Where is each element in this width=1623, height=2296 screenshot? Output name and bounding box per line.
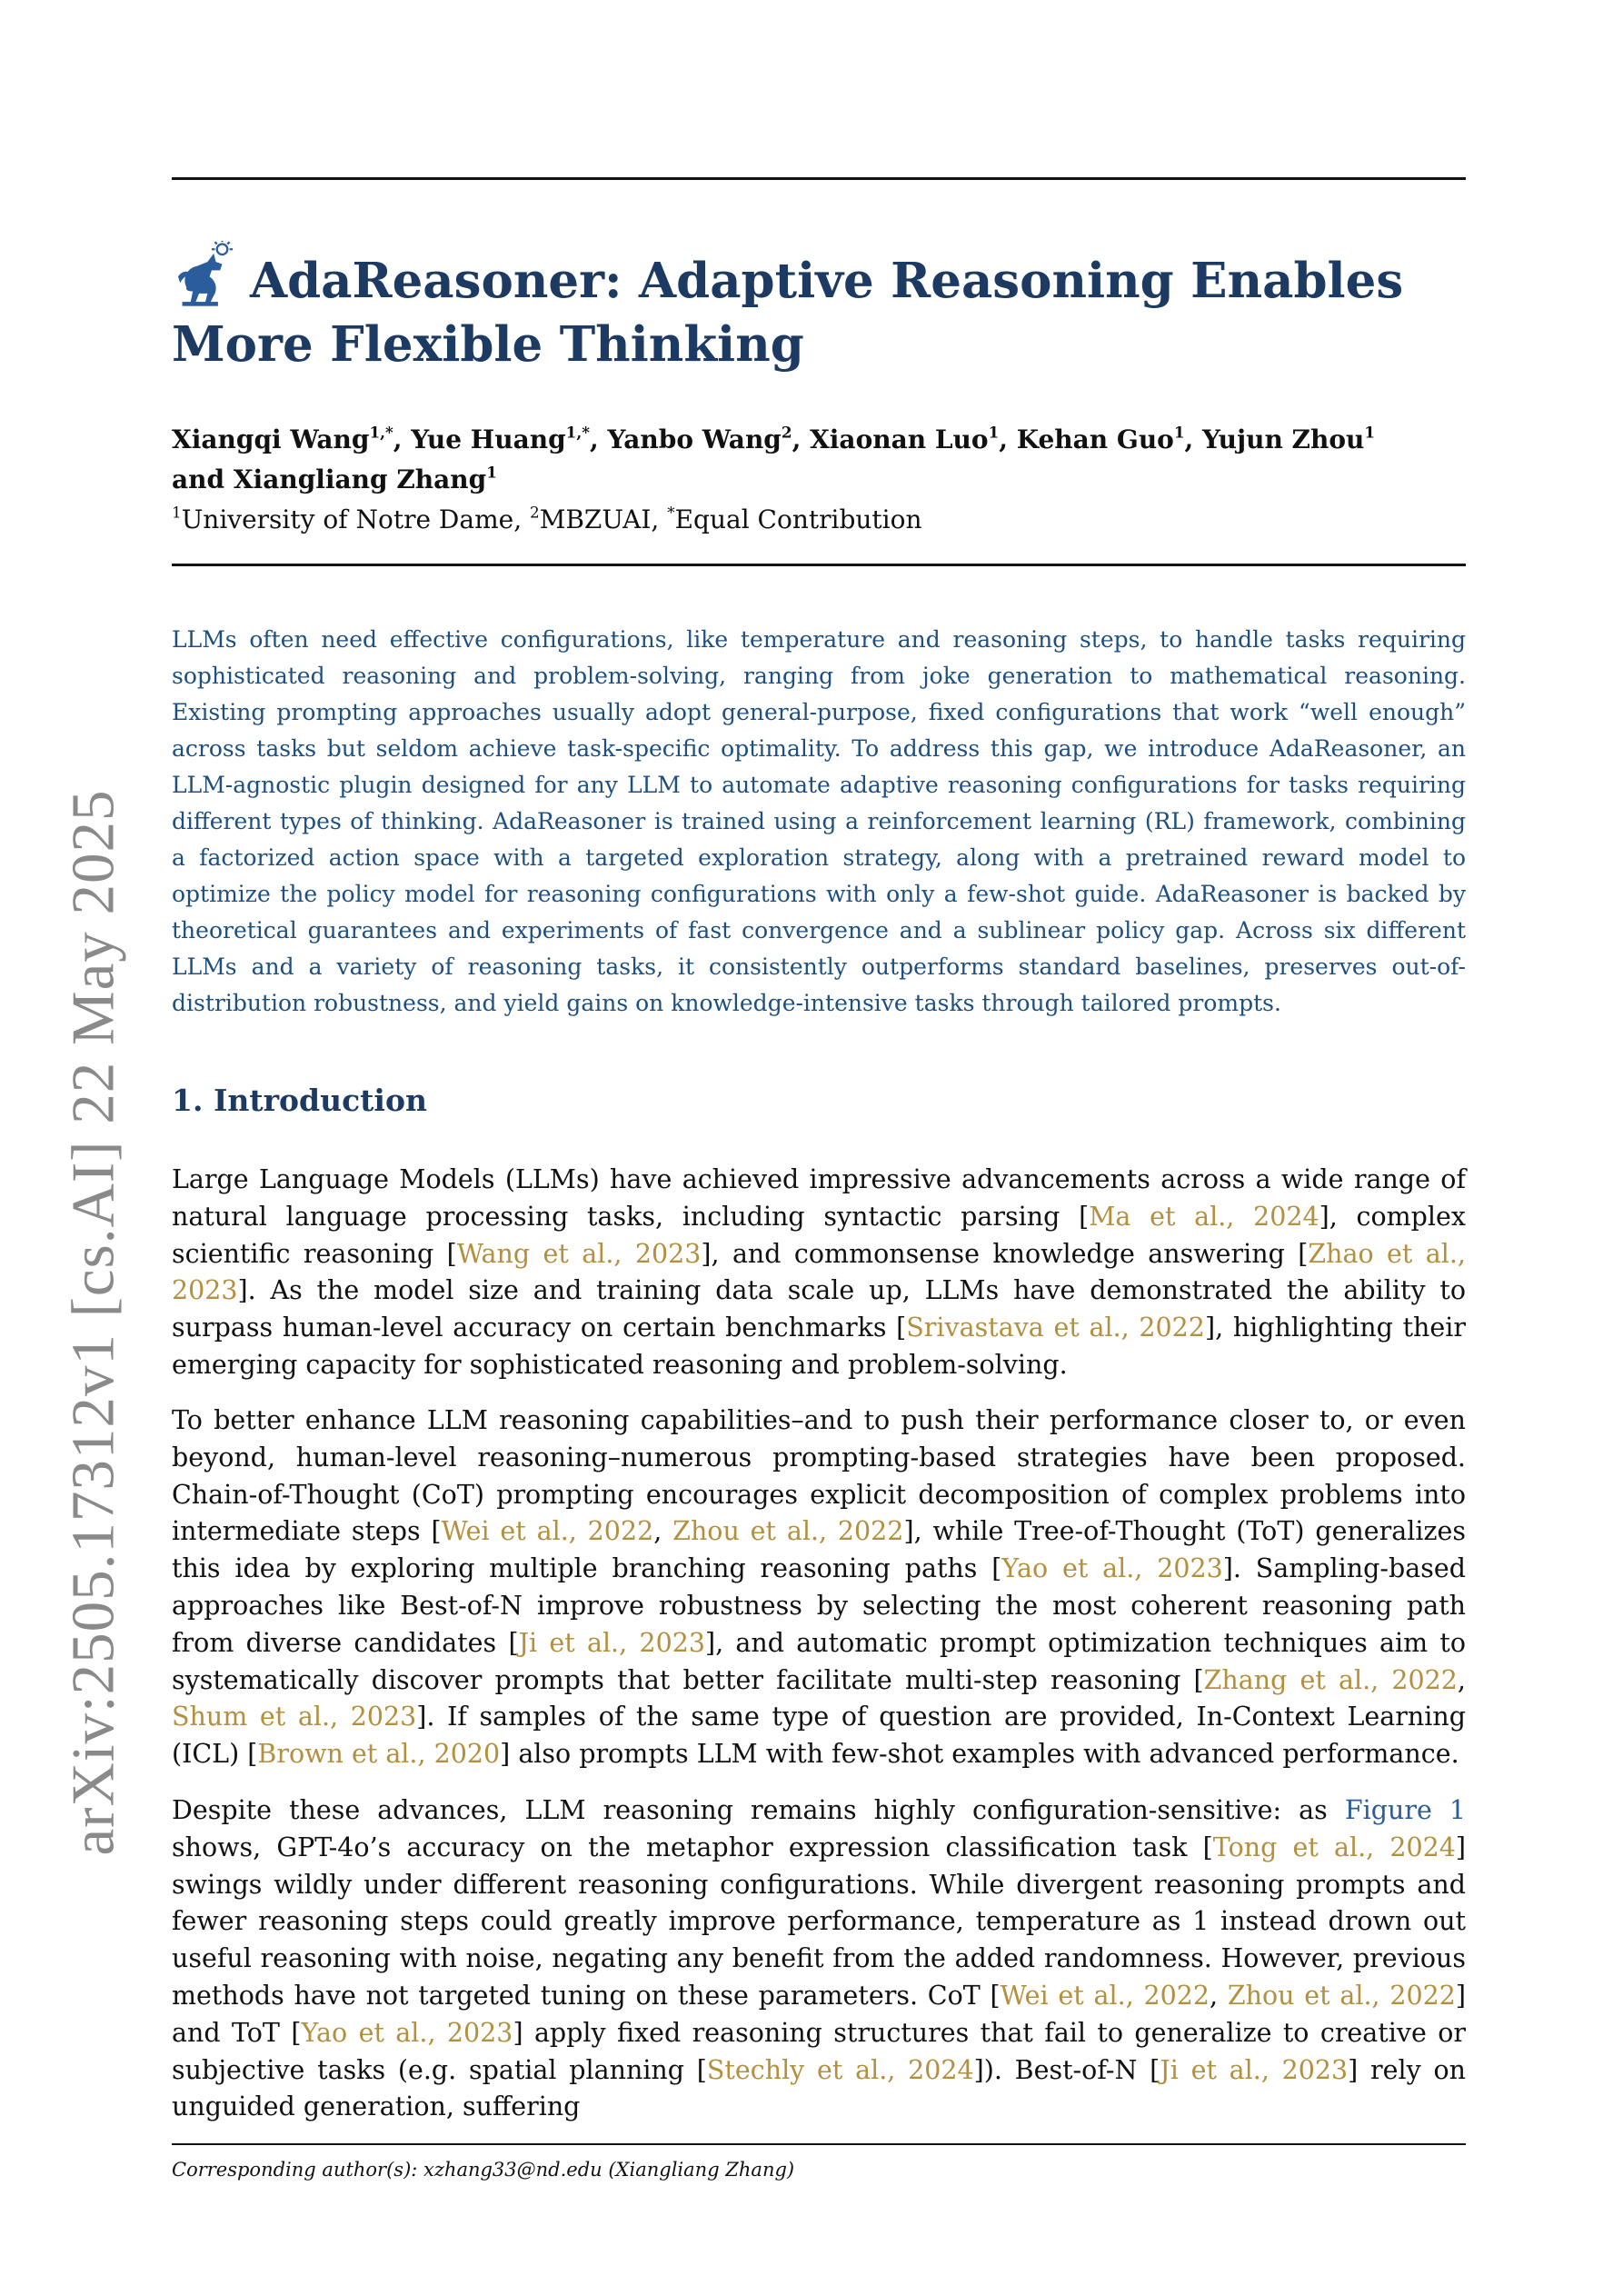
citation-link[interactable]: Stechly et al., 2024 — [706, 2054, 974, 2085]
author: Yanbo Wang — [607, 424, 782, 454]
citation-link[interactable]: Shum et al., 2023 — [172, 1702, 417, 1732]
author: Kehan Guo — [1016, 424, 1174, 454]
unicorn-logo-icon — [172, 241, 239, 308]
citation-link[interactable]: Wang et al., 2023 — [456, 1238, 702, 1269]
text-run: shows, GPT-4o’s accuracy on the metaphor expression classification task [ — [172, 1832, 1213, 1862]
citation-link[interactable]: Zhang et al., 2022 — [1203, 1664, 1458, 1695]
text-run: ] and ToT [ — [172, 1980, 1466, 2048]
figure-reference-link[interactable]: Figure 1 — [1344, 1795, 1466, 1825]
text-run: , — [653, 1516, 673, 1547]
text-run: ] apply fixed reasoning structures that fail to generalize to creative or subjective tasks (e.g. spatial planning [ — [172, 2017, 1466, 2085]
corresponding-author-footnote: Corresponding author(s): xzhang33@nd.edu (Xiangliang Zhang) — [172, 2159, 795, 2181]
text-run: Large Language Models (LLMs) have achieved impressive advancements across a wide range of natural language processing tasks, including syntactic parsing [ — [172, 1164, 1466, 1232]
citation-link[interactable]: Yao et al., 2023 — [1001, 1553, 1223, 1584]
affiliations — [172, 500, 1466, 540]
author-sup: 1 — [988, 423, 1000, 442]
text-run: , — [1457, 1664, 1466, 1695]
citation-link[interactable]: Zhao et al., 2023 — [172, 1238, 1466, 1306]
citation-link[interactable]: Zhou et al., 2022 — [1227, 1980, 1456, 2011]
text-run: ] rely on unguided generation, suffering — [172, 2054, 1466, 2122]
affil-sup: 2 — [530, 503, 540, 522]
author: Xiaonan Luo — [810, 424, 989, 454]
text-run: ] swings wildly under different reasoning configurations. While divergent reasoning prompts and fewer reasoning steps could greatly improve performance, temperature as 1 instead drown out useful reasoning with noise, negating any benefit from the added randomness. However, previous methods have not targeted tuning on these parameters. CoT [ — [172, 1832, 1466, 2011]
paper-title — [172, 241, 1466, 376]
text-run: Despite these advances, LLM reasoning remains highly configuration-sensitive: as — [172, 1795, 1345, 1825]
author: Xiangqi Wang — [172, 424, 370, 454]
author-sup: 1,* — [369, 423, 393, 442]
author-sup: 1,* — [565, 423, 590, 442]
text-run: ] also prompts LLM with few-shot examples with advanced performance. — [500, 1739, 1459, 1770]
citation-link[interactable]: Zhou et al., 2022 — [672, 1516, 904, 1547]
author-sup: 1 — [1173, 423, 1185, 442]
text-run: To better enhance LLM reasoning capabilities–and to push their performance closer to, or even beyond, human-level reasoning–numerous prompting-based strategies have been proposed. Chain-of-Thought (CoT) prompting encourages explicit decomposition of complex problems into intermediate steps [ — [172, 1405, 1466, 1547]
citation-link[interactable]: Brown et al., 2020 — [257, 1739, 501, 1770]
top-rule — [172, 177, 1466, 180]
author-sup: 2 — [781, 423, 792, 442]
text-run: ]). Best-of-N [ — [973, 2054, 1160, 2085]
intro-paragraph-2 — [172, 1403, 1466, 1773]
text-run: ], and commonsense knowledge answering [ — [701, 1238, 1309, 1269]
text-run: ], while Tree-of-Thought (ToT) generalizes this idea by exploring multiple branching reasoning paths [ — [172, 1516, 1467, 1584]
affil-sup: 1 — [172, 503, 182, 522]
text-run: ]. As the model size and training data scale up, LLMs have demonstrated the ability to surpass human-level accuracy on certain benchmarks [ — [172, 1275, 1466, 1343]
affiliation: MBZUAI, — [539, 504, 668, 534]
author-list: Xiangqi Wang$^{1,*}$, Yue Huang$^{1,*}$, Yanbo Wang$^2$, Xiaonan Luo$^1$, Kehan Guo$^1$, Yujun Zhou$^1$ and Xiangliang Zhang$^1$ — [172, 423, 1376, 494]
text-run: ], complex scientific reasoning [ — [172, 1201, 1466, 1269]
citation-link[interactable]: Ma et al., 2024 — [1089, 1201, 1319, 1232]
text-run: ]. If samples of the same type of question are provided, In-Context Learning (ICL) [ — [172, 1702, 1466, 1770]
author: Yujun Zhou — [1202, 424, 1365, 454]
citation-link[interactable]: Yao et al., 2023 — [301, 2017, 513, 2048]
text-run: ], and automatic prompt optimization techniques aim to systematically discover prompts that better facilitate multi-step reasoning [ — [172, 1627, 1466, 1695]
text-run: ], highlighting their emerging capacity for sophisticated reasoning and problem-solving. — [172, 1313, 1466, 1380]
title-text: AdaReasoner: Adaptive Reasoning Enables More Flexible Thinking — [172, 253, 1404, 373]
abstract: LLMs often need effective configurations, like temperature and reasoning steps, to handle tasks requiring sophisticated reasoning and problem-solving, ranging from joke generation to mathematical reasoning. Existing prompting approaches usually adopt general-purpose, fixed configurations that work “well enough” across tasks but seldom achieve task-specific optimality. To address this gap, we introduce AdaReasoner, an LLM-agnostic plugin designed for any LLM to automate adaptive reasoning configurations for tasks requiring different types of thinking. AdaReasoner is trained using a reinforcement learning (RL) framework, combining a factorized action space with a targeted exploration strategy, along with a pretrained reward model to optimize the policy model for reasoning configurations with only a few-shot guide. AdaReasoner is backed by theoretical guarantees and experiments of fast convergence and a sublinear policy gap. Across six different LLMs and a variety of reasoning tasks, it consistently outperforms standard baselines, preserves out-of-distribution robustness, and yield gains on knowledge-intensive tasks through tailored prompts. — [172, 626, 1466, 1016]
text-run: , — [1210, 1980, 1228, 2011]
author: Yue Huang — [411, 424, 566, 454]
section-heading: 1. Introduction — [172, 1083, 427, 1118]
footnote-rule — [172, 2143, 1466, 2145]
citation-link[interactable]: Srivastava et al., 2022 — [906, 1313, 1205, 1343]
affiliation: University of Notre Dame, — [181, 504, 530, 534]
affil-sup: * — [667, 503, 675, 522]
text-run: ]. Sampling-based approaches like Best-of-N improve robustness by selecting the most coherent reasoning path from diverse candidates [ — [172, 1553, 1466, 1658]
citation-link[interactable]: Tong et al., 2024 — [1212, 1832, 1456, 1862]
citation-link[interactable]: Wei et al., 2022 — [1000, 1980, 1210, 2011]
intro-paragraph-3 — [172, 1792, 1466, 2126]
arxiv-stamp: arXiv:2505.17312v1 [cs.AI] 22 May 2025 — [59, 789, 127, 1856]
citation-link[interactable]: Wei et al., 2022 — [441, 1516, 654, 1547]
citation-link[interactable]: Ji et al., 2023 — [1160, 2054, 1349, 2085]
header-divider — [172, 564, 1466, 566]
citation-link[interactable]: Ji et al., 2023 — [518, 1627, 705, 1658]
intro-paragraph-1 — [172, 1162, 1466, 1384]
author-sup: 1 — [486, 463, 497, 482]
author-sup: 1 — [1364, 423, 1376, 442]
author: and Xiangliang Zhang — [172, 464, 487, 494]
affiliation: Equal Contribution — [674, 504, 922, 534]
